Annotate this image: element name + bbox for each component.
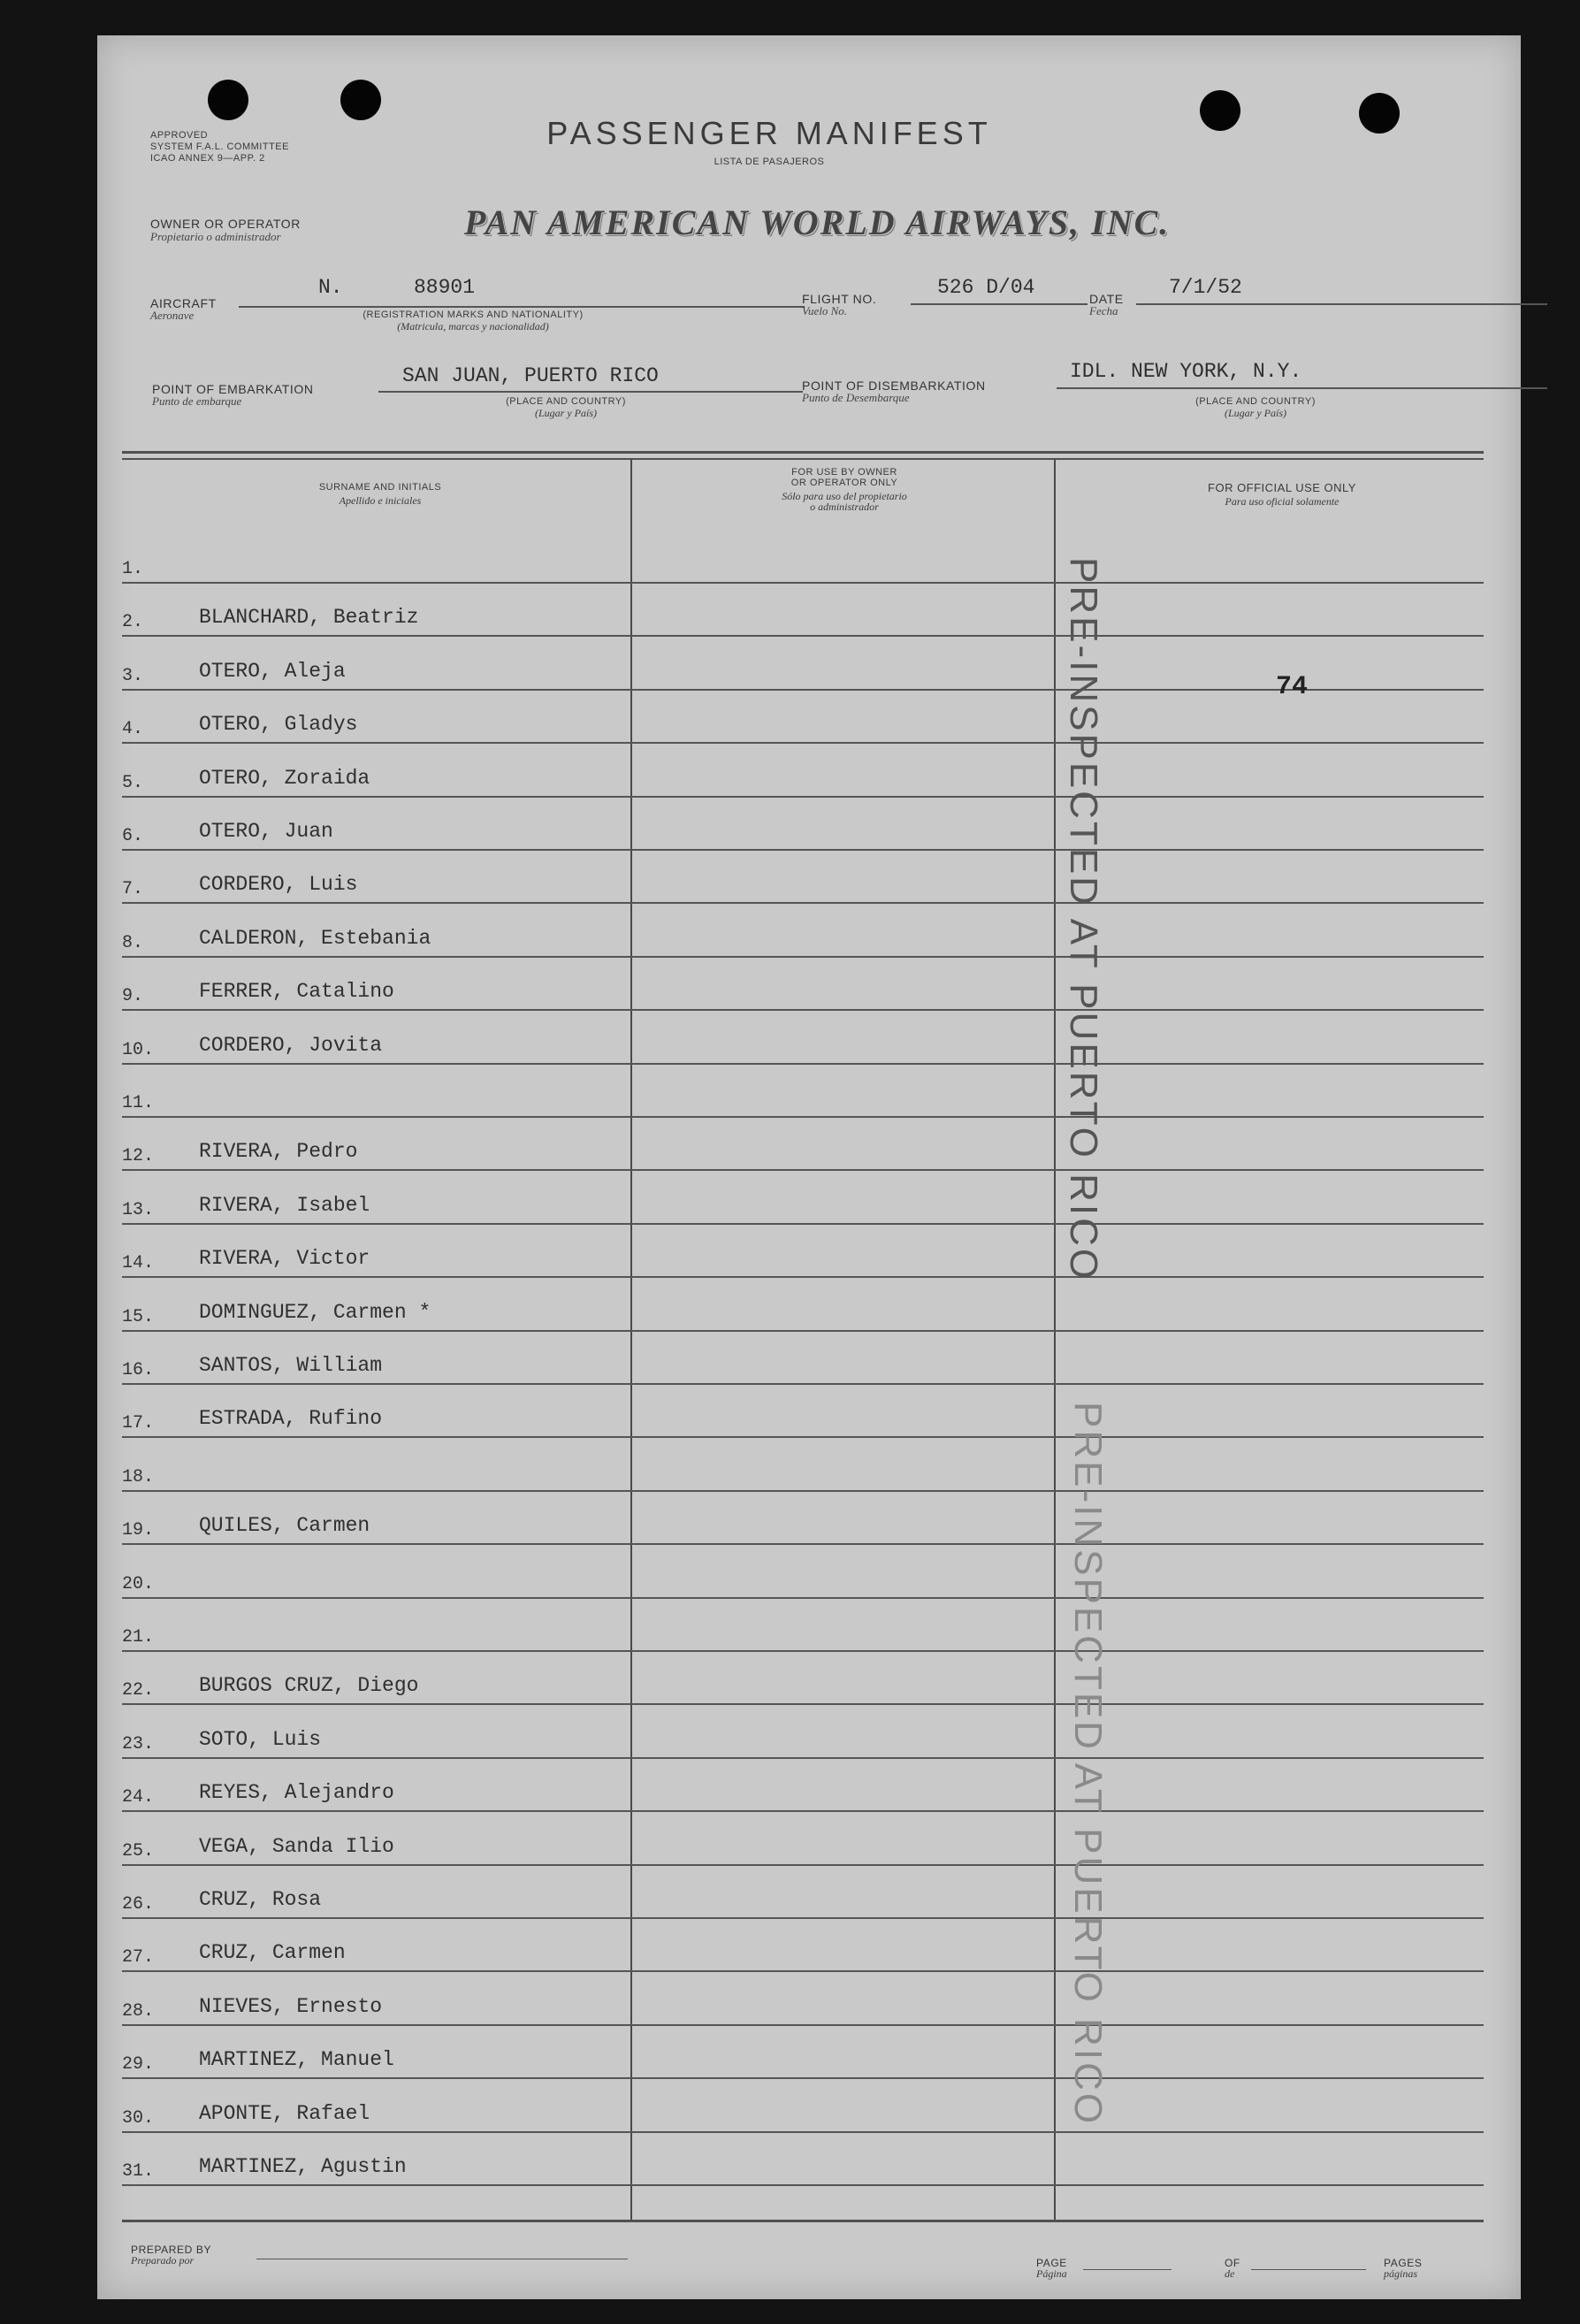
row-number: 10. [122, 1039, 155, 1060]
row-number: 21. [122, 1627, 155, 1647]
embarkation-value: SAN JUAN, PUERTO RICO [402, 364, 659, 387]
row-rule [122, 849, 1484, 851]
aircraft-underline [239, 306, 805, 308]
row-rule [122, 1169, 1484, 1171]
row-number: 13. [122, 1199, 155, 1220]
date-underline [1136, 303, 1547, 305]
passenger-name: SANTOS, William [199, 1354, 383, 1377]
row-rule [122, 582, 1484, 584]
row-rule [122, 1009, 1484, 1011]
aircraft-registration: 88901 [414, 276, 476, 299]
row-rule [122, 2077, 1484, 2079]
row-rule [122, 1116, 1484, 1118]
passenger-name: BLANCHARD, Beatriz [199, 606, 419, 630]
row-number: 6. [122, 826, 144, 846]
embarkation-label: POINT OF EMBARKATION [152, 382, 314, 396]
date-value: 7/1/52 [1169, 276, 1242, 299]
row-number: 31. [122, 2161, 155, 2182]
row-rule [122, 2131, 1484, 2133]
approval-note [150, 130, 289, 164]
row-number: 1. [122, 559, 144, 579]
aircraft-label-es: Aeronave [150, 309, 195, 322]
row-rule [122, 742, 1484, 744]
flight-label: FLIGHT NO. [802, 292, 877, 306]
flight-number: 526 D/04 [937, 276, 1035, 299]
passenger-name: RIVERA, Pedro [199, 1140, 358, 1164]
operator-name: PAN AMERICAN WORLD AIRWAYS, INC. [464, 203, 1171, 242]
row-number: 29. [122, 2054, 155, 2076]
row-rule [122, 1436, 1484, 1438]
page-line [1083, 2269, 1172, 2270]
row-number: 4. [122, 719, 144, 740]
row-rule [122, 1970, 1484, 1972]
page-subtitle: LISTA DE PASAJEROS [714, 157, 825, 167]
table-top-rule [122, 451, 1484, 454]
row-number: 12. [122, 1146, 155, 1167]
page-label-es: Página [1036, 2267, 1067, 2280]
passenger-name: RIVERA, Isabel [199, 1193, 370, 1217]
passenger-name: REYES, Alejandro [199, 1781, 394, 1805]
page-label: PAGE [1036, 2257, 1067, 2269]
column-divider-2 [1054, 460, 1056, 2220]
disembarkation-value: IDL. NEW YORK, N.Y. [1070, 360, 1302, 383]
passenger-name: CRUZ, Rosa [199, 1888, 322, 1911]
passenger-name: ESTRADA, Rufino [199, 1407, 383, 1431]
aircraft-caption: (REGISTRATION MARKS AND NATIONALITY) [363, 310, 584, 320]
passenger-name: OTERO, Aleja [199, 659, 346, 683]
table-bottom-rule [122, 2220, 1484, 2222]
disembarkation-caption: (PLACE AND COUNTRY) [1195, 396, 1316, 407]
row-number: 11. [122, 1093, 155, 1113]
row-rule [122, 1597, 1484, 1599]
pre-inspected-stamp-1: PRE-INSPECTED AT PUERTO RICO [1062, 557, 1105, 1282]
passenger-name: QUILES, Carmen [199, 1514, 370, 1538]
disembarkation-caption-es: (Lugar y País) [1225, 407, 1286, 419]
passenger-name: FERRER, Catalino [199, 980, 394, 1004]
embarkation-underline [378, 391, 803, 393]
row-number: 20. [122, 1573, 155, 1594]
official-mark: 74 [1276, 672, 1309, 702]
row-rule [122, 1223, 1484, 1225]
passenger-name: CORDERO, Luis [199, 873, 358, 897]
embarkation-caption: (PLACE AND COUNTRY) [506, 396, 626, 407]
passenger-name: OTERO, Juan [199, 820, 333, 843]
disembarkation-underline [1057, 387, 1547, 389]
row-number: 30. [122, 2107, 155, 2129]
passenger-name: APONTE, Rafael [199, 2101, 370, 2125]
row-number: 27. [122, 1947, 155, 1969]
column-divider-1 [630, 460, 632, 2220]
row-number: 2. [122, 612, 144, 633]
row-number: 28. [122, 2000, 155, 2022]
prepared-by-label: PREPARED BY [131, 2244, 212, 2256]
binder-hole-right-1 [1200, 90, 1240, 131]
flight-label-es: Vuelo No. [802, 304, 848, 317]
row-rule [122, 2024, 1484, 2026]
row-number: 8. [122, 932, 144, 953]
row-rule [122, 1543, 1484, 1545]
row-rule [122, 796, 1484, 798]
passenger-name: CRUZ, Carmen [199, 1941, 346, 1965]
row-number: 25. [122, 1840, 155, 1861]
passenger-name: VEGA, Sanda Ilio [199, 1834, 394, 1858]
row-rule [122, 2184, 1484, 2186]
row-rule [122, 902, 1484, 904]
row-number: 18. [122, 1466, 155, 1487]
passenger-name: BURGOS CRUZ, Diego [199, 1674, 419, 1698]
col-header-official: FOR OFFICIAL USE ONLY [1208, 481, 1356, 494]
binder-hole-left-2 [340, 80, 381, 120]
binder-hole-left-1 [208, 80, 248, 120]
owner-label-es: Propietario o administrador [150, 230, 281, 243]
manifest-sheet [97, 35, 1521, 2299]
passenger-name: MARTINEZ, Agustin [199, 2155, 407, 2178]
date-label: DATE [1089, 292, 1124, 306]
approval-line-2: SYSTEM F.A.L. COMMITTEE [150, 141, 289, 152]
disembarkation-label: POINT OF DISEMBARKATION [802, 378, 986, 393]
owner-label: OWNER OR OPERATOR [150, 217, 301, 231]
prepared-by-label-es: Preparado por [131, 2254, 195, 2267]
passenger-name: MARTINEZ, Manuel [199, 2048, 394, 2072]
row-number: 24. [122, 1787, 155, 1808]
of-label: OF [1225, 2257, 1240, 2269]
of-label-es: de [1225, 2267, 1235, 2280]
passenger-name: OTERO, Gladys [199, 713, 358, 737]
approval-line-3: ICAO ANNEX 9—APP. 2 [150, 153, 265, 164]
col-header-surname-es: Apellido e iniciales [339, 494, 422, 507]
row-rule [122, 1383, 1484, 1385]
disembarkation-label-es: Punto de Desembarque [802, 391, 910, 404]
row-rule [122, 1276, 1484, 1278]
col-header-owner-1: FOR USE BY OWNER [791, 467, 897, 478]
pre-inspected-stamp-2: PRE-INSPECTED AT PUERTO RICO [1066, 1402, 1110, 2127]
binder-hole-right-2 [1359, 93, 1400, 134]
row-rule [122, 1490, 1484, 1492]
row-rule [122, 1864, 1484, 1866]
passenger-name: OTERO, Zoraida [199, 766, 370, 790]
row-number: 26. [122, 1894, 155, 1915]
row-number: 5. [122, 772, 144, 793]
aircraft-prefix: N. [318, 276, 343, 299]
aircraft-caption-es: (Matricula, marcas y nacionalidad) [397, 320, 549, 333]
passenger-name: RIVERA, Victor [199, 1247, 370, 1271]
row-number: 9. [122, 986, 144, 1007]
col-header-owner-2: OR OPERATOR ONLY [790, 478, 898, 488]
row-number: 22. [122, 1680, 155, 1701]
pages-label: PAGES [1384, 2257, 1423, 2269]
row-number: 23. [122, 1733, 155, 1754]
col-header-owner-es-2: o administrador [810, 501, 879, 513]
row-number: 15. [122, 1306, 155, 1327]
passenger-name: SOTO, Luis [199, 1727, 322, 1751]
of-line [1251, 2269, 1366, 2270]
row-rule [122, 1063, 1484, 1065]
row-number: 7. [122, 879, 144, 900]
table-top-rule-2 [122, 458, 1484, 460]
embarkation-label-es: Punto de embarque [152, 394, 242, 408]
passenger-name: DOMINGUEZ, Carmen * [199, 1300, 431, 1324]
row-rule [122, 1650, 1484, 1652]
row-rule [122, 1330, 1484, 1332]
row-rule [122, 956, 1484, 958]
aircraft-label: AIRCRAFT [150, 296, 217, 310]
row-rule [122, 1917, 1484, 1919]
page-title: PASSENGER MANIFEST [546, 115, 992, 151]
col-header-owner-es-1: Sólo para uso del propietario [782, 490, 907, 502]
pages-label-es: páginas [1384, 2267, 1418, 2280]
row-rule [122, 1810, 1484, 1812]
row-rule [122, 1757, 1484, 1759]
row-number: 19. [122, 1520, 155, 1541]
passenger-name: CORDERO, Jovita [199, 1033, 383, 1057]
col-header-surname: SURNAME AND INITIALS [318, 482, 442, 493]
row-rule [122, 1703, 1484, 1705]
row-number: 3. [122, 665, 144, 686]
date-label-es: Fecha [1089, 304, 1118, 317]
embarkation-caption-es: (Lugar y País) [535, 407, 597, 419]
passenger-name: NIEVES, Ernesto [199, 1994, 383, 2018]
row-number: 14. [122, 1253, 155, 1274]
flight-underline [911, 303, 1088, 305]
approval-line-1: APPROVED [150, 130, 209, 141]
row-rule [122, 635, 1484, 637]
row-number: 16. [122, 1360, 155, 1380]
passenger-name: CALDERON, Estebania [199, 926, 431, 950]
row-number: 17. [122, 1413, 155, 1434]
col-header-official-es: Para uso oficial solamente [1225, 495, 1340, 508]
